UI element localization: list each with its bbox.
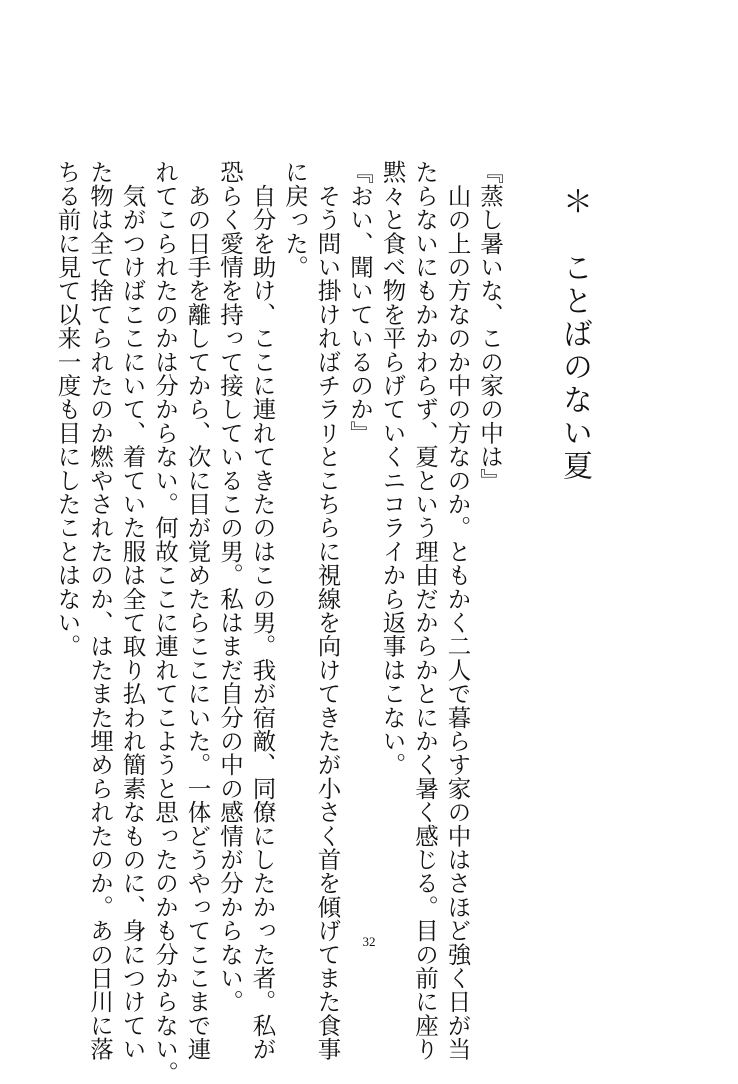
text-line: 恐らく愛情を持って接しているこの男。私はまだ自分の中の感情が分からない。 (216, 160, 244, 1014)
text-line: 自分を助け、ここに連れてきたのはこの男。我が宿敵、同僚にしたかった者。私が (248, 160, 277, 1061)
text-line: た物は全て捨てられたのか燃やされたのか、はたまた埋められたのか。あの日川に落 (86, 160, 114, 1061)
chapter-title: ＊ ことばのない夏 (557, 186, 592, 483)
text-line: 山の上の方なのか中の方なのか。ともかく二人で暮らす家の中はさほど強く日が当 (443, 160, 472, 1061)
page-number: 32 (362, 934, 376, 949)
text-line: に戻った。 (281, 160, 309, 279)
text-line: ちる前に見て以来一度も目にしたことはない。 (53, 160, 82, 658)
text-line: 『蒸し暑いな、この家の中は』 (476, 160, 504, 492)
text-line: 『おい、聞いているのか』 (346, 160, 374, 445)
text-line: そう問い掛ければチラリとこちらに視線を向けてきたが小さく首を傾げてまた食事 (313, 160, 342, 1061)
text-line: たらないにもかかわらず、夏という理由だからかとにかく暑く感じる。目の前に座り (411, 160, 439, 1061)
text-line: あの日手を離してから、次に目が覚めたらここにいた。一体どうやってここまで連 (183, 160, 212, 1061)
text-line: 黙々と食べ物を平らげていくニコライから返事はこない。 (378, 160, 407, 777)
text-line: れてこられたのかは分からない。何故ここに連れてこようと思ったのかも分からない。 (151, 160, 179, 1084)
text-line: 気がつけばここにいて、着ていた服は全て取り払われ簡素なものに、身につけてい (118, 160, 147, 1061)
